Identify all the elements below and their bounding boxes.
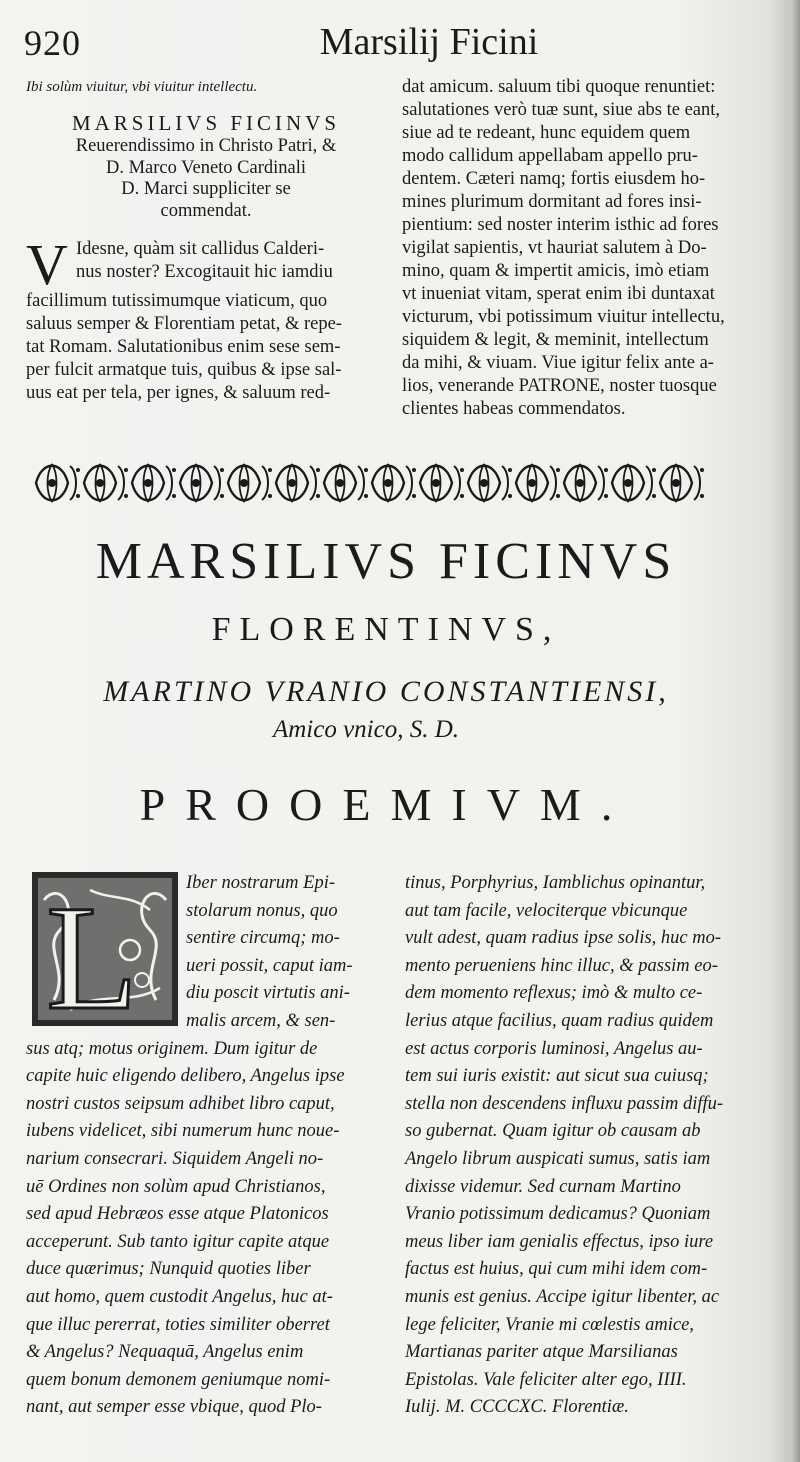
text-line: acceperunt. Sub tanto igitur capite atque (26, 1231, 330, 1252)
text-line: factus est huius, qui cum mihi idem com- (405, 1259, 708, 1280)
ornament-motif (612, 464, 656, 502)
text-line: uus eat per tela, per ignes, & saluum red- (26, 383, 331, 403)
ornament-motif (36, 464, 80, 502)
text-line: sentire circumq; mo- (186, 928, 340, 949)
text-line: Iber nostrarum Epi- (186, 873, 336, 893)
text-line: duce quærimus; Nunquid quoties liber (26, 1259, 311, 1280)
letter-heading-author: MARSILIVS FICINVS (71, 111, 341, 135)
page-gutter (790, 0, 800, 1462)
drop-capital-letter: L (46, 875, 138, 1028)
text-line: nus noster? Excogitauit hic iamdiu (76, 262, 333, 282)
proemium-right-column (405, 870, 750, 1422)
text-line: lerius atque facilius, quam radius quidem (405, 1010, 714, 1031)
ornament-motif (660, 464, 704, 502)
text-line: tem sui iuris existit: aut sicut sua cuiusq; (405, 1066, 709, 1087)
text-line: uē Ordines non solùm apud Christianos, (26, 1176, 326, 1197)
running-title: Marsilij Ficini (319, 21, 539, 63)
letter-heading-line: commendat. (160, 200, 252, 221)
text-line: aut homo, quem custodit Angelus, huc at- (26, 1286, 333, 1307)
text-line: est actus corporis luminosi, Angelus au- (405, 1038, 703, 1059)
letter-body (26, 232, 386, 405)
text-line: Iulij. M. CCCCXC. Florentiæ. (405, 1397, 629, 1418)
text-line: dentem. Cæteri namq; fortis eiusdem ho- (402, 169, 706, 189)
text-line: iubens videlicet, sibi numerum hunc noue- (26, 1121, 340, 1142)
text-line: stolarum nonus, quo (186, 900, 338, 921)
letter-title-origin: FLORENTINVS, (211, 611, 561, 648)
text-line: aut tam facile, velociterque vbicunque (405, 900, 688, 921)
text-line: da mihi, & viuam. Viue igitur felix ante a- (402, 353, 714, 373)
text-line: vult adest, quam radius ipse solis, huc mo- (405, 928, 722, 949)
text-line: ueri possit, caput iam- (186, 955, 353, 976)
ornament-motif (180, 464, 224, 502)
ornament-motif (516, 464, 560, 502)
text-line: so gubernat. Quam igitur ob causam ab (405, 1121, 701, 1142)
ornament-motif (84, 464, 128, 502)
text-line: que illuc pererrat, toties similiter oberret (26, 1314, 330, 1335)
page-number: 920 (24, 23, 81, 63)
text-line: vigilat sapientis, vt hauriat salutem à Do- (402, 238, 707, 258)
first-letter-right-column (402, 76, 740, 421)
ornament-motif (132, 464, 176, 502)
text-line: malis arcem, & sen- (186, 1010, 336, 1031)
text-line: sus atq; motus originem. Dum igitur de (26, 1038, 318, 1059)
drop-capital: V (26, 232, 68, 297)
text-line: mines plurimum dormitant ad fores insi- (402, 192, 702, 212)
ornament-motif (372, 464, 416, 502)
text-line: salutationes verò tuæ sunt, siue abs te eant, (402, 100, 721, 120)
text-line: modo callidum appellabam appello pru- (402, 146, 698, 166)
text-line: Martianas pariter atque Marsilianas (405, 1342, 678, 1363)
text-line: vt inueniat vitam, sperat enim ibi duntaxat (402, 284, 715, 304)
text-line: lege feliciter, Vranie mi cœlestis amice, (405, 1314, 694, 1335)
ornament-motif (468, 464, 512, 502)
text-line: nant, aut semper esse vbique, quod Plo- (26, 1397, 322, 1418)
text-line: victurum, vbi potissimum viuitur intellectu, (402, 307, 725, 327)
text-line: clientes habeas commendatos. (402, 399, 626, 419)
section-title: PROOEMIVM. (139, 779, 633, 830)
text-line: narium consecrari. Siquidem Angeli no- (26, 1148, 324, 1169)
text-line: facillimum tutissimumque viaticum, quo (26, 291, 328, 311)
first-letter-left-column (26, 76, 386, 405)
text-line: siquidem & legit, & meminit, intellectum (402, 330, 709, 350)
text-line: Vranio potissimum dedicamus? Quoniam (405, 1204, 711, 1225)
text-line: diu poscit virtutis ani- (186, 983, 350, 1004)
text-line: dat amicum. saluum tibi quoque renuntiet: (402, 77, 716, 97)
text-line: nostri custos seipsum adhibet libro caput, (26, 1093, 335, 1114)
text-line: tat Romam. Salutationibus enim sese sem- (26, 337, 341, 357)
text-line: lios, venerande PATRONE, noster tuosque (402, 376, 717, 396)
ornament-motif (564, 464, 608, 502)
proemium-left-column (26, 870, 386, 1422)
text-line: stella non descendens influxu passim diffu- (405, 1093, 724, 1114)
ornament-motif (276, 464, 320, 502)
letter-recipient: MARTINO VRANIO CONSTANTIENSI, (103, 675, 669, 708)
text-line: saluus semper & Florentiam petat, & repe- (26, 314, 342, 334)
page-header (24, 14, 744, 74)
text-line: Epistolas. Vale feliciter alter ego, IIII. (405, 1369, 687, 1390)
text-line: mino, quam & impertit amicis, imò etiam (402, 261, 710, 281)
letter-heading-line: D. Marco Veneto Cardinali (105, 157, 307, 178)
text-line: meus liber iam genialis effectus, ipso iure (405, 1231, 714, 1252)
letter-heading-line: D. Marci suppliciter se (121, 179, 291, 199)
ornamental-band (26, 452, 740, 514)
previous-letter-closing-line: Ibi solùm viuitur, vbi viuitur intellectu. (26, 79, 258, 95)
text-line: & Angelus? Nequaquā, Angelus enim (26, 1342, 304, 1363)
text-line: per fulcit armatque tuis, quibus & ipse sal- (26, 360, 342, 380)
text-line: dixisse videmur. Sed curnam Martino (405, 1176, 681, 1197)
letter-heading-line: Reuerendissimo in Christo Patri, & (75, 136, 337, 156)
text-line: siue ad te redeant, hunc equidem quem (402, 123, 691, 143)
text-line: pientium: sed noster interim isthic ad fores (402, 215, 719, 235)
ornament-motif (228, 464, 272, 502)
text-line: capite huic eligendo delibero, Angelus ipse (26, 1066, 345, 1087)
letter-heading (26, 113, 386, 220)
letter-salutation: Amico vnico, S. D. (272, 716, 460, 743)
text-line: quem bonum demonem geniumque nomi- (26, 1369, 331, 1390)
text-line: Angelo librum auspicati sumus, satis iam (405, 1148, 711, 1169)
text-line: munis est genius. Accipe igitur libenter, ac (405, 1286, 720, 1307)
text-line: dem momento reflexus; imò & multo ce- (405, 983, 703, 1004)
text-line: mento perueniens hinc illuc, & passim eo- (405, 955, 718, 976)
letter-title-author: MARSILIVS FICINVS (95, 533, 677, 590)
text-line: sed apud Hebræos esse atque Platonicos (26, 1204, 329, 1225)
ornament-motif (420, 464, 464, 502)
ornament-motif (324, 464, 368, 502)
text-line: Idesne, quàm sit callidus Calderi- (76, 239, 325, 259)
text-line: tinus, Porphyrius, Iamblichus opinantur, (405, 873, 706, 893)
